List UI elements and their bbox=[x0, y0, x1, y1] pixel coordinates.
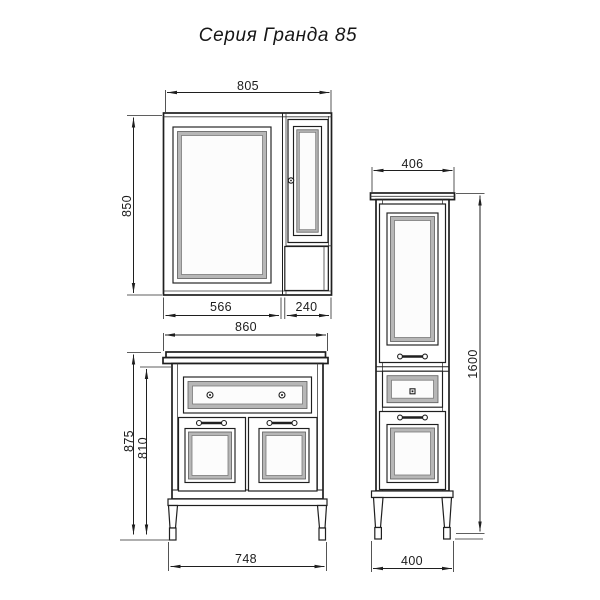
vanity-countertop bbox=[163, 352, 328, 364]
tall-drawer-knob bbox=[410, 389, 415, 394]
side-door-knob bbox=[288, 178, 293, 183]
tall-lower-door bbox=[380, 412, 446, 490]
drawer-knob-right bbox=[279, 392, 285, 398]
vanity-door-left bbox=[179, 418, 246, 492]
mirror-width-dim-label: 805 bbox=[236, 79, 260, 93]
mirror-cabinet-drawing bbox=[127, 90, 332, 319]
page-title: Серия Гранда 85 bbox=[198, 25, 358, 46]
tall-upper-door bbox=[380, 204, 446, 363]
mirror-door bbox=[173, 127, 271, 283]
mirror-side-cabinet-door bbox=[288, 120, 328, 243]
mirror-height-dim-label: 850 bbox=[120, 194, 134, 218]
mirror-section-width-dim-label: 566 bbox=[209, 300, 233, 314]
vanity-height-dim-label: 875 bbox=[121, 429, 136, 453]
tall-cabinet-plinth bbox=[372, 491, 454, 498]
vanity-width-dim-label: 860 bbox=[234, 320, 258, 334]
tall-cabinet-legs bbox=[374, 498, 452, 540]
vanity-drawer bbox=[184, 377, 312, 413]
vanity-cabinet-drawing bbox=[120, 333, 328, 571]
tall-drawer bbox=[383, 371, 443, 407]
side-cabinet-width-dim-label: 240 bbox=[295, 300, 318, 314]
tall-height-dim-label: 1600 bbox=[466, 349, 480, 379]
vanity-door-right bbox=[249, 418, 318, 492]
tall-base-width-dim-label: 400 bbox=[400, 553, 424, 568]
vanity-legs bbox=[169, 506, 327, 541]
tall-width-dim-label: 406 bbox=[401, 156, 424, 171]
mirror-side-open-shelf bbox=[285, 243, 332, 291]
drawer-knob-left bbox=[207, 392, 213, 398]
vanity-base-width-dim-label: 748 bbox=[234, 552, 258, 566]
vanity-apron bbox=[168, 499, 327, 506]
vanity-body-height-dim-label: 810 bbox=[135, 436, 150, 460]
